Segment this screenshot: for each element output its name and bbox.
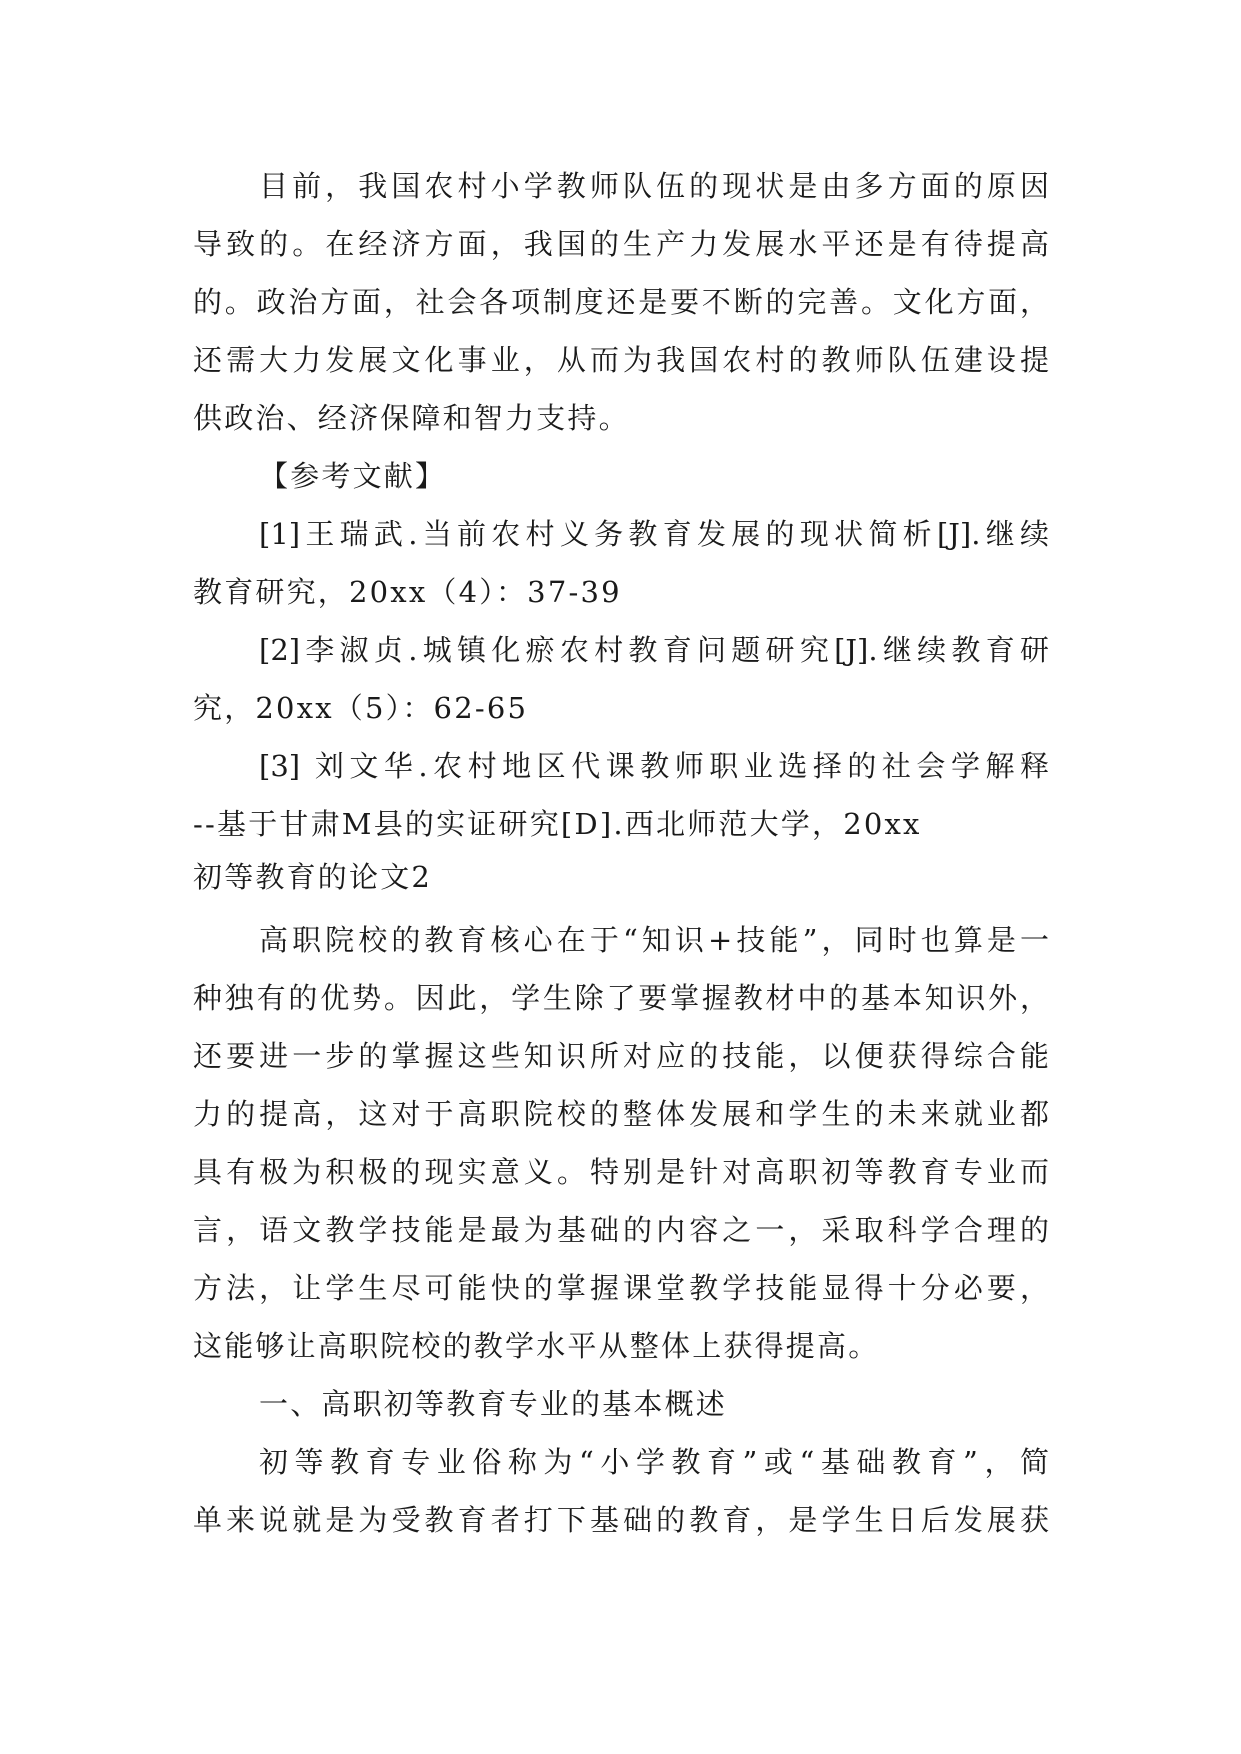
reference-item: 教育研究，20xx（4）：37-39 bbox=[193, 575, 622, 609]
paragraph-line: 的。政治方面，社会各项制度还是要不断的完善。文化方面， bbox=[193, 285, 1049, 319]
article-title: 初等教育的论文2 bbox=[193, 860, 433, 894]
paragraph-line: 高职院校的教育核心在于“知识+技能”，同时也算是一 bbox=[259, 923, 1049, 957]
paragraph-line: 还要进一步的掌握这些知识所对应的技能，以便获得综合能 bbox=[193, 1039, 1049, 1073]
paragraph-line: 初等教育专业俗称为“小学教育”或“基础教育”，简 bbox=[259, 1445, 1049, 1479]
reference-item: --基于甘肃M县的实证研究[D].西北师范大学，20xx bbox=[193, 807, 922, 841]
paragraph-line: 力的提高，这对于高职院校的整体发展和学生的未来就业都 bbox=[193, 1097, 1049, 1131]
paragraph-line: 这能够让高职院校的教学水平从整体上获得提高。 bbox=[193, 1329, 880, 1363]
paragraph-line: 目前，我国农村小学教师队伍的现状是由多方面的原因 bbox=[259, 169, 1049, 203]
paragraph-line: 具有极为积极的现实意义。特别是针对高职初等教育专业而 bbox=[193, 1155, 1049, 1189]
paragraph-line: 导致的。在经济方面，我国的生产力发展水平还是有待提高 bbox=[193, 227, 1049, 261]
reference-item: [2]李淑贞.城镇化瘀农村教育问题研究[J].继续教育研 bbox=[259, 633, 1049, 667]
reference-item: 究，20xx（5）：62-65 bbox=[193, 691, 529, 725]
references-heading: 【参考文献】 bbox=[259, 459, 447, 493]
paragraph-line: 供政治、经济保障和智力支持。 bbox=[193, 401, 630, 435]
paragraph-line: 方法，让学生尽可能快的掌握课堂教学技能显得十分必要， bbox=[193, 1271, 1049, 1305]
paragraph-line: 种独有的优势。因此，学生除了要掌握教材中的基本知识外， bbox=[193, 981, 1049, 1015]
paragraph-line: 单来说就是为受教育者打下基础的教育，是学生日后发展获 bbox=[193, 1503, 1049, 1537]
reference-item: [3] 刘文华.农村地区代课教师职业选择的社会学解释 bbox=[259, 749, 1049, 783]
paragraph-line: 还需大力发展文化事业，从而为我国农村的教师队伍建设提 bbox=[193, 343, 1049, 377]
section-heading: 一、高职初等教育专业的基本概述 bbox=[259, 1387, 728, 1421]
paragraph-line: 言，语文教学技能是最为基础的内容之一，采取科学合理的 bbox=[193, 1213, 1049, 1247]
reference-item: [1]王瑞武.当前农村义务教育发展的现状简析[J].继续 bbox=[259, 517, 1049, 551]
